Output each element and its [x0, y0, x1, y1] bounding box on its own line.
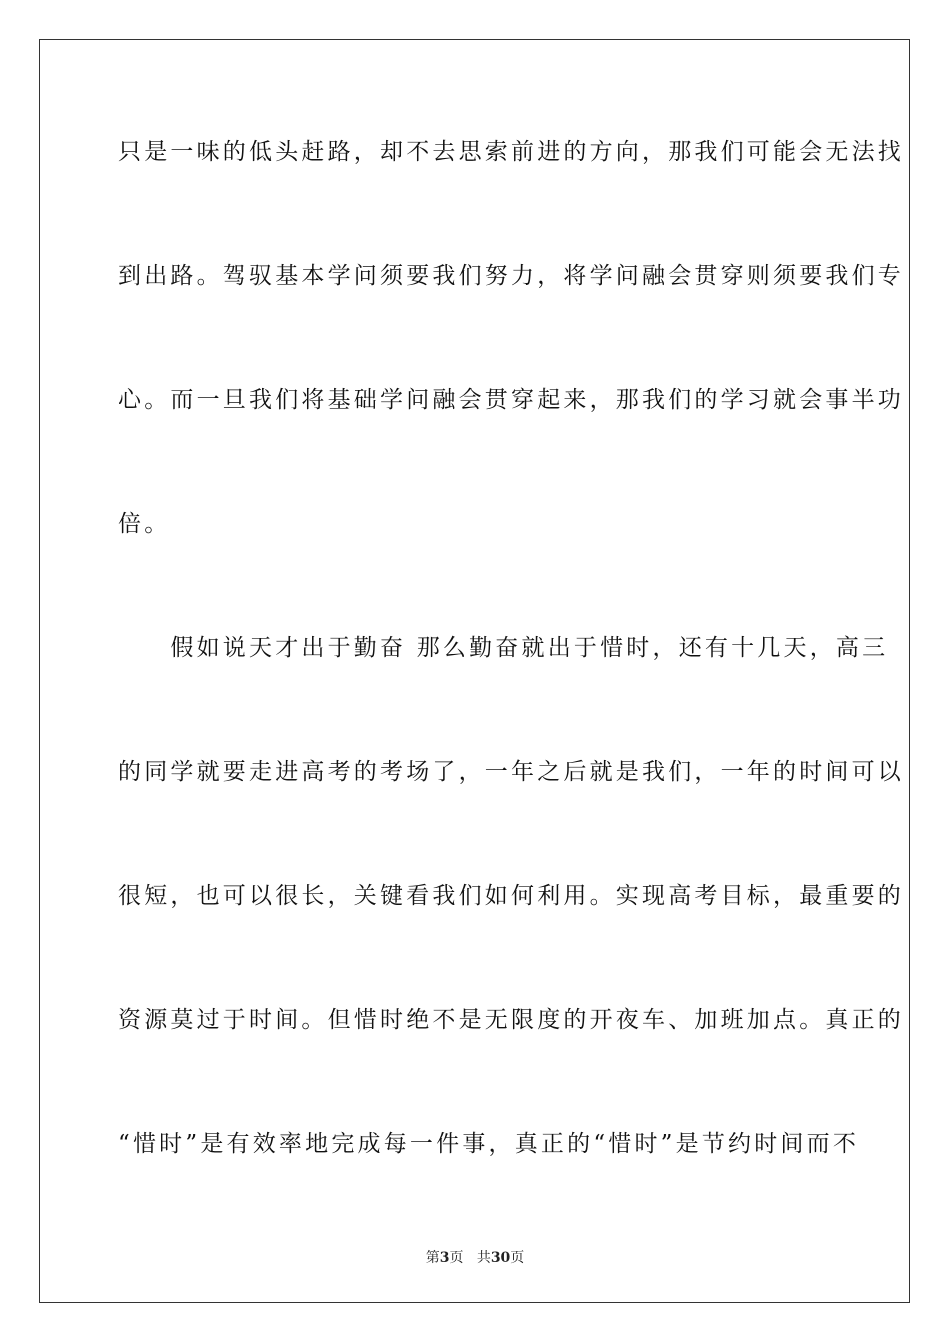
body-text-line: 只是一味的低头赶路，却不去思索前进的方向，那我们可能会无法找 [118, 139, 904, 165]
page-footer [0, 1249, 950, 1267]
footer-total-prefix: 共 [476, 1250, 491, 1266]
total-page-count: 30 [490, 1250, 511, 1266]
body-text-line: 很短，也可以很长，关键看我们如何利用。实现高考目标，最重要的 [118, 883, 904, 909]
body-text-line: 资源莫过于时间。但惜时绝不是无限度的开夜车、加班加点。真正的 [118, 1007, 904, 1033]
footer-page-suffix: 页 [449, 1250, 464, 1266]
body-text-line: 到出路。驾驭基本学问须要我们努力，将学问融会贯穿则须要我们专 [118, 263, 904, 289]
body-text-line: “惜时”是有效率地完成每一件事，真正的“惜时”是节约时间而不 [118, 1131, 860, 1157]
footer-total-suffix: 页 [510, 1250, 525, 1266]
page-frame [39, 39, 910, 1303]
body-text-line: 心。而一旦我们将基础学问融会贯穿起来，那我们的学习就会事半功 [118, 387, 904, 413]
paragraph-start-line: 假如说天才出于勤奋 那么勤奋就出于惜时，还有十几天，高三 [118, 635, 889, 661]
current-page-number: 3 [439, 1250, 450, 1266]
body-text-line: 的同学就要走进高考的考场了，一年之后就是我们，一年的时间可以 [118, 759, 904, 785]
body-text-line: 倍。 [118, 511, 171, 537]
footer-page-prefix: 第 [425, 1250, 440, 1266]
